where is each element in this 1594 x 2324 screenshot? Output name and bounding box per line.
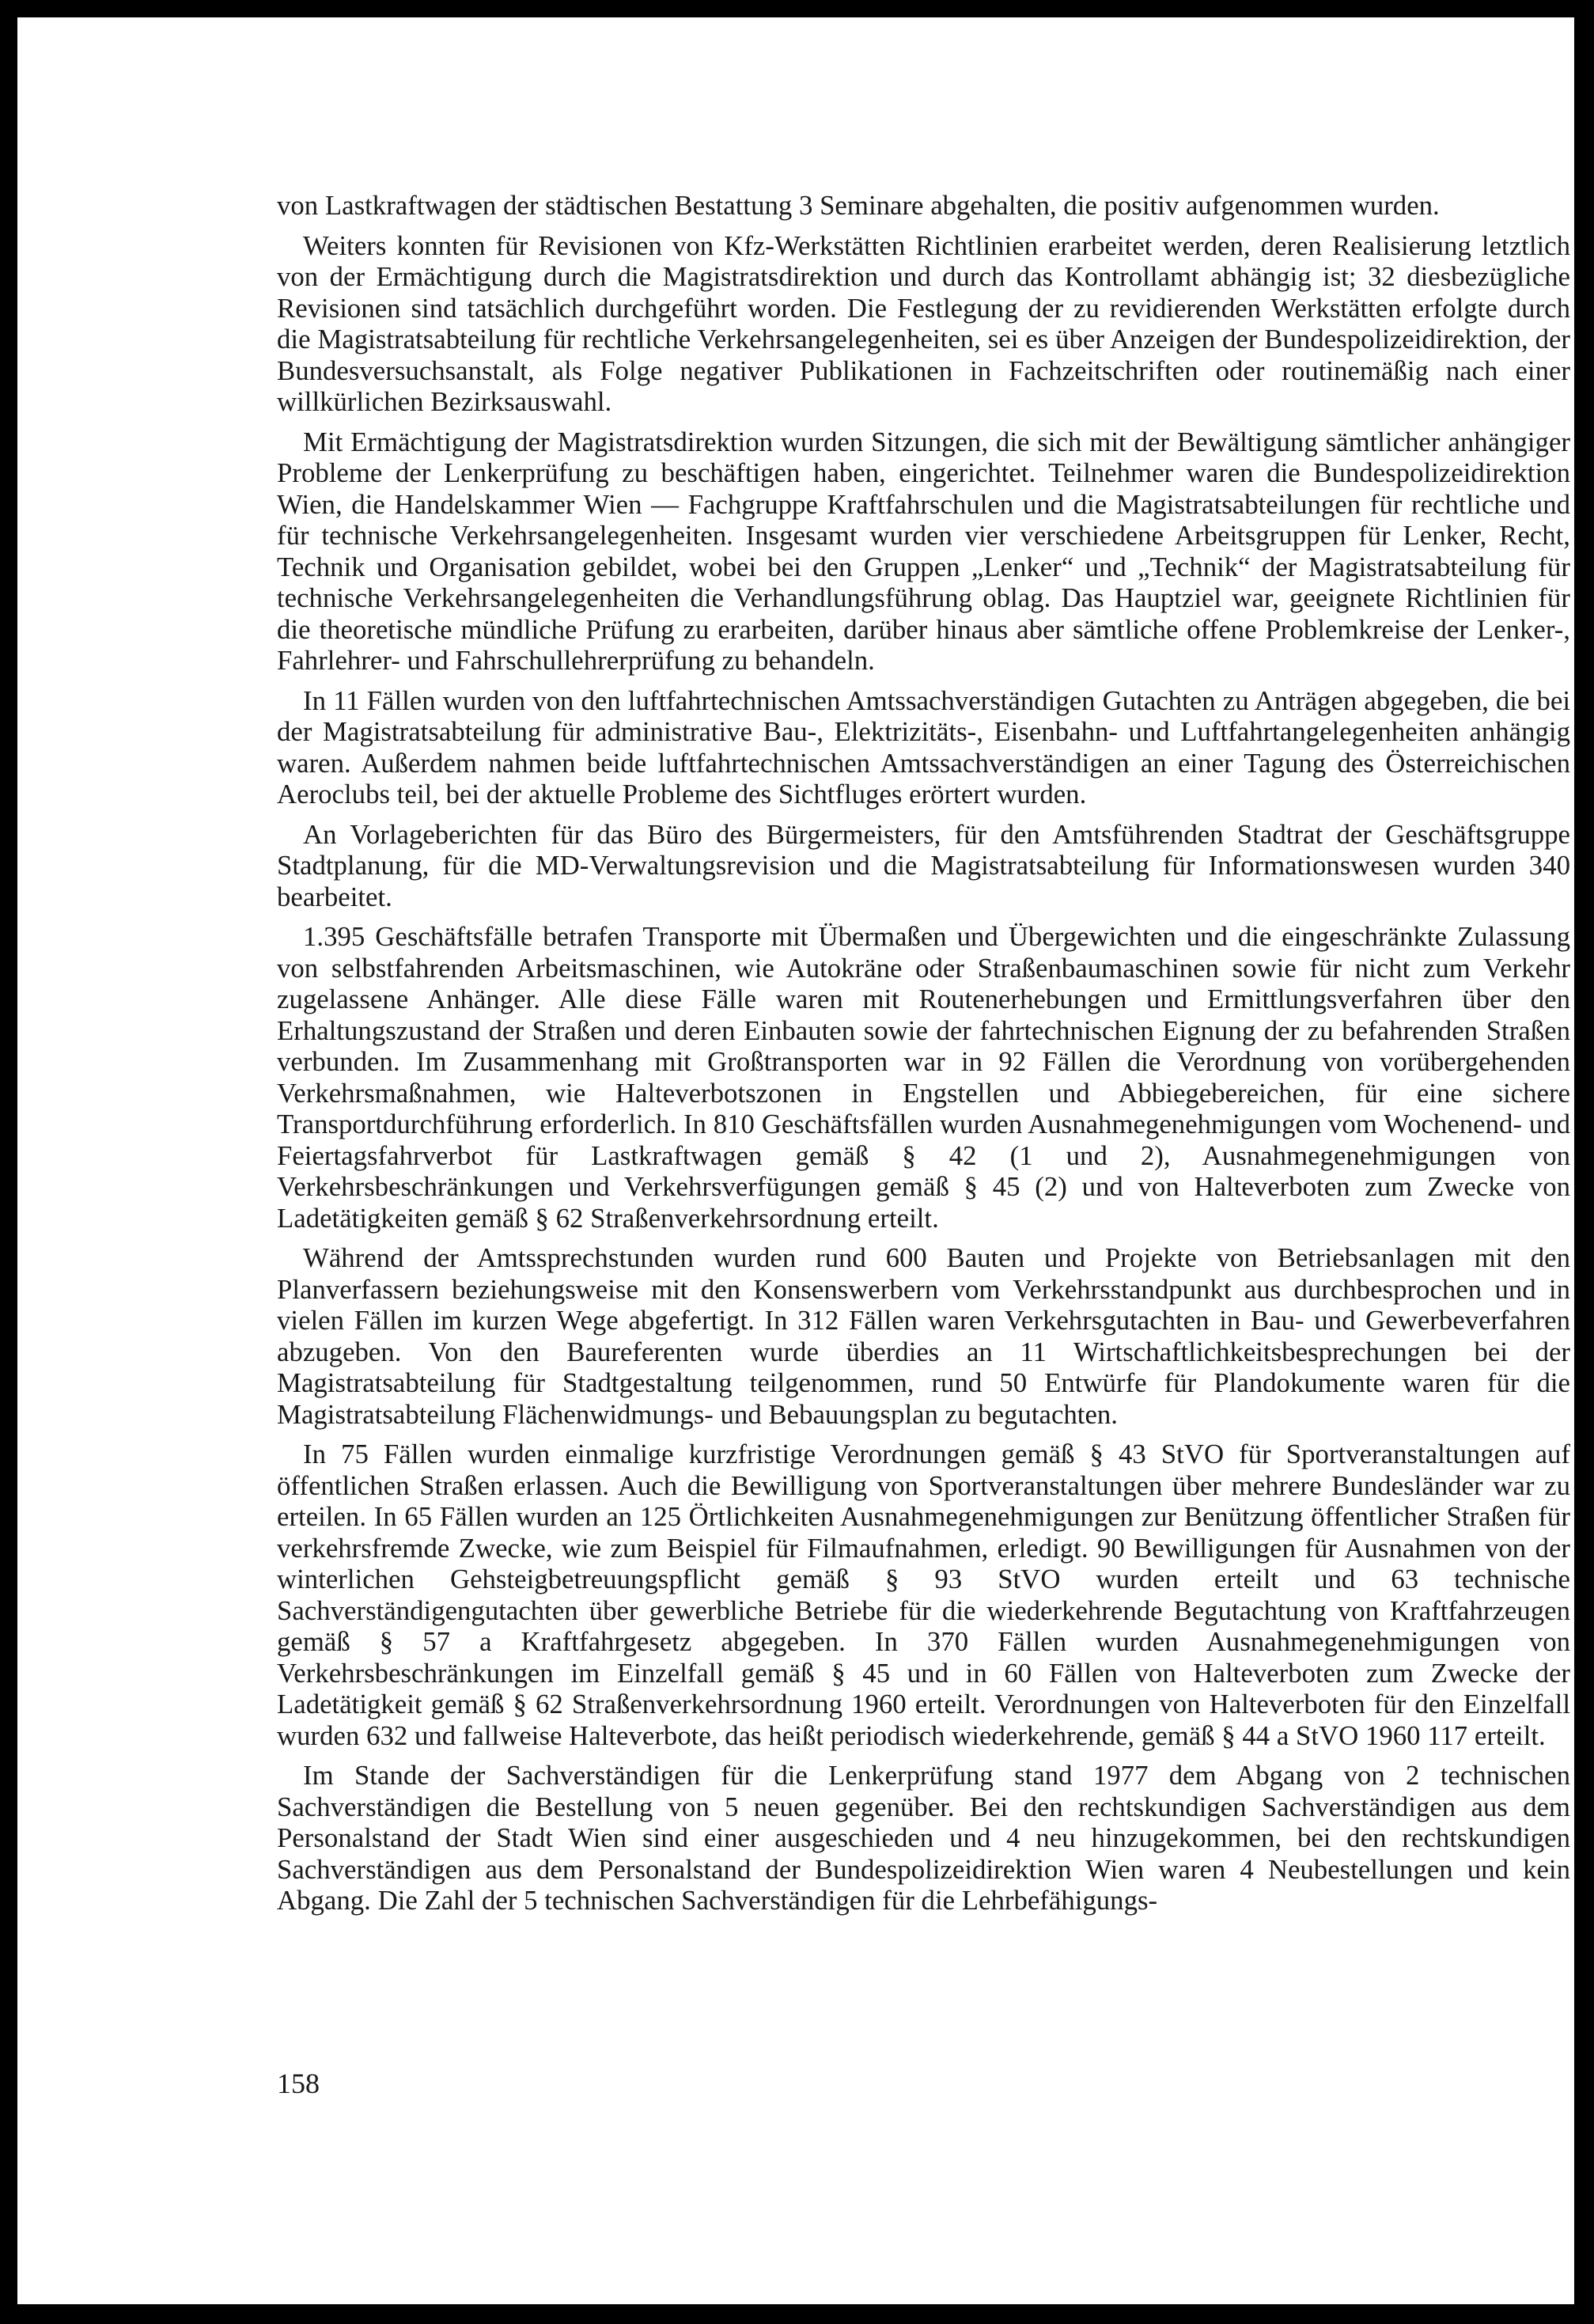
body-text xyxy=(277,190,1570,1925)
document-page xyxy=(17,17,1574,2304)
paragraph: Weiters konnten für Revisionen von Kfz-Werkstätten Richtlinien erarbeitet werden, deren Realisierung letztlich von der Ermächtigung durch die Magistratsdirektion und durch das Kontrollamt abhängig ist; 32 diesbezügliche Revisionen sind tatsächlich durchgeführt worden. Die Festlegung der zu revidierenden Werkstätten erfolgte durch die Magistratsabteilung für rechtliche Verkehrsangelegenheiten, sei es über Anzeigen der Bundespolizeidirektion, der Bundesversuchsanstalt, als Folge negativer Publikationen in Fachzeitschriften oder routinemäßig nach einer willkürlichen Bezirksauswahl. xyxy=(277,229,1570,417)
paragraph: In 11 Fällen wurden von den luftfahrtechnischen Amtssachverständigen Gutachten zu Anträgen abgegeben, die bei der Magistratsabteilung für administrative Bau-, Elektrizitäts-, Eisenbahn- und Luftfahrtangelegenheiten anhängig waren. Außerdem nahmen beide luftfahrtechnischen Amtssachverständigen an einer Tagung des Österreichischen Aeroclubs teil, bei der aktuelle Probleme des Sichtfluges erörtert wurden. xyxy=(277,684,1570,809)
paragraph: Während der Amtssprechstunden wurden rund 600 Bauten und Projekte von Betriebsanlagen mit den Planverfassern beziehungsweise mit den Konsenswerbern vom Verkehrsstandpunkt aus durchbesprochen und in vielen Fällen im kurzen Wege abgefertigt. In 312 Fällen waren Verkehrsgutachten in Bau- und Gewerbeverfahren abzugeben. Von den Baureferenten wurde überdies an 11 Wirtschaftlichkeitsbesprechungen bei der Magistratsabteilung für Stadtgestaltung teilgenommen, rund 50 Entwürfe für Plandokumente waren für die Magistratsabteilung Flächenwidmungs- und Bebauungsplan zu begutachten. xyxy=(277,1242,1570,1430)
paragraph: Im Stande der Sachverständigen für die Lenkerprüfung stand 1977 dem Abgang von 2 technischen Sachverständigen die Bestellung von 5 neuen gegenüber. Bei den rechtskundigen Sachverständigen aus dem Personalstand der Stadt Wien sind einer ausgeschieden und 4 neu hinzugekommen, bei den rechtskundigen Sachverständigen aus dem Personalstand der Bundespolizeidirektion Wien waren 4 Neubestellungen und kein Abgang. Die Zahl der 5 technischen Sachverständigen für die Lehrbefähigungs- xyxy=(277,1760,1570,1916)
paragraph: An Vorlageberichten für das Büro des Bürgermeisters, für den Amtsführenden Stadtrat der Geschäftsgruppe Stadtplanung, für die MD-Verwaltungsrevision und die Magistratsabteilung für Informationswesen wurden 340 bearbeitet. xyxy=(277,818,1570,912)
page-number: 158 xyxy=(277,2068,320,2099)
paragraph: Mit Ermächtigung der Magistratsdirektion wurden Sitzungen, die sich mit der Bewältigung sämtlicher anhängiger Probleme der Lenkerprüfung zu beschäftigen haben, eingerichtet. Teilnehmer waren die Bundespolizeidirektion Wien, die Handelskammer Wien — Fachgruppe Kraftfahrschulen und die Magistratsabteilungen für rechtliche und für technische Verkehrsangelegenheiten. Insgesamt wurden vier verschiedene Arbeitsgruppen für Lenker, Recht, Technik und Organisation gebildet, wobei bei den Gruppen „Lenker“ und „Technik“ der Magistratsabteilung für technische Verkehrsangelegenheiten die Verhandlungsführung oblag. Das Hauptziel war, geeignete Richtlinien für die theoretische mündliche Prüfung zu erarbeiten, darüber hinaus aber sämtliche offene Problemkreise der Lenker-, Fahrlehrer- und Fahrschullehrerprüfung zu behandeln. xyxy=(277,426,1570,676)
paragraph: In 75 Fällen wurden einmalige kurzfristige Verordnungen gemäß § 43 StVO für Sportveranstaltungen auf öffentlichen Straßen erlassen. Auch die Bewilligung von Sportveranstaltungen über mehrere Bundesländer war zu erteilen. In 65 Fällen wurden an 125 Örtlichkeiten Ausnahmegenehmigungen zur Benützung öffentlicher Straßen für verkehrsfremde Zwecke, wie zum Beispiel für Filmaufnahmen, erledigt. 90 Bewilligungen für Ausnahmen von der winterlichen Gehsteigbetreuungspflicht gemäß § 93 StVO wurden erteilt und 63 technische Sachverständigengutachten über gewerbliche Betriebe für die wiederkehrende Begutachtung von Kraftfahrzeugen gemäß § 57 a Kraftfahrgesetz abgegeben. In 370 Fällen wurden Ausnahmegenehmigungen von Verkehrsbeschränkungen im Einzelfall gemäß § 45 und in 60 Fällen von Halteverboten zum Zwecke der Ladetätigkeit gemäß § 62 Straßenverkehrsordnung 1960 erteilt. Verordnungen von Halteverboten für den Einzelfall wurden 632 und fallweise Halteverbote, das heißt periodisch wiederkehrende, gemäß § 44 a StVO 1960 117 erteilt. xyxy=(277,1439,1570,1751)
paragraph: von Lastkraftwagen der städtischen Bestattung 3 Seminare abgehalten, die positiv aufgenommen wurden. xyxy=(277,190,1440,221)
paragraph: 1.395 Geschäftsfälle betrafen Transporte mit Übermaßen und Übergewichten und die eingeschränkte Zulassung von selbstfahrenden Arbeitsmaschinen, wie Autokräne oder Straßenbaumaschinen sowie für nicht zum Verkehr zugelassene Anhänger. Alle diese Fälle waren mit Routenerhebungen und Ermittlungsverfahren über den Erhaltungszustand der Straßen und deren Einbauten sowie der fahrtechnischen Eignung der zu befahrenden Straßen verbunden. Im Zusammenhang mit Großtransporten war in 92 Fällen die Verordnung von vorübergehenden Verkehrsmaßnahmen, wie Halteverbotszonen in Engstellen und Abbiegebereichen, für eine sichere Transportdurchführung erforderlich. In 810 Geschäftsfällen wurden Ausnahmegenehmigungen vom Wochenend- und Feiertagsfahrverbot für Lastkraftwagen gemäß § 42 (1 und 2), Ausnahmegenehmigungen von Verkehrsbeschränkungen und Verkehrsverfügungen gemäß § 45 (2) und von Halteverboten zum Zwecke von Ladetätigkeiten gemäß § 62 Straßenverkehrsordnung erteilt. xyxy=(277,921,1570,1234)
